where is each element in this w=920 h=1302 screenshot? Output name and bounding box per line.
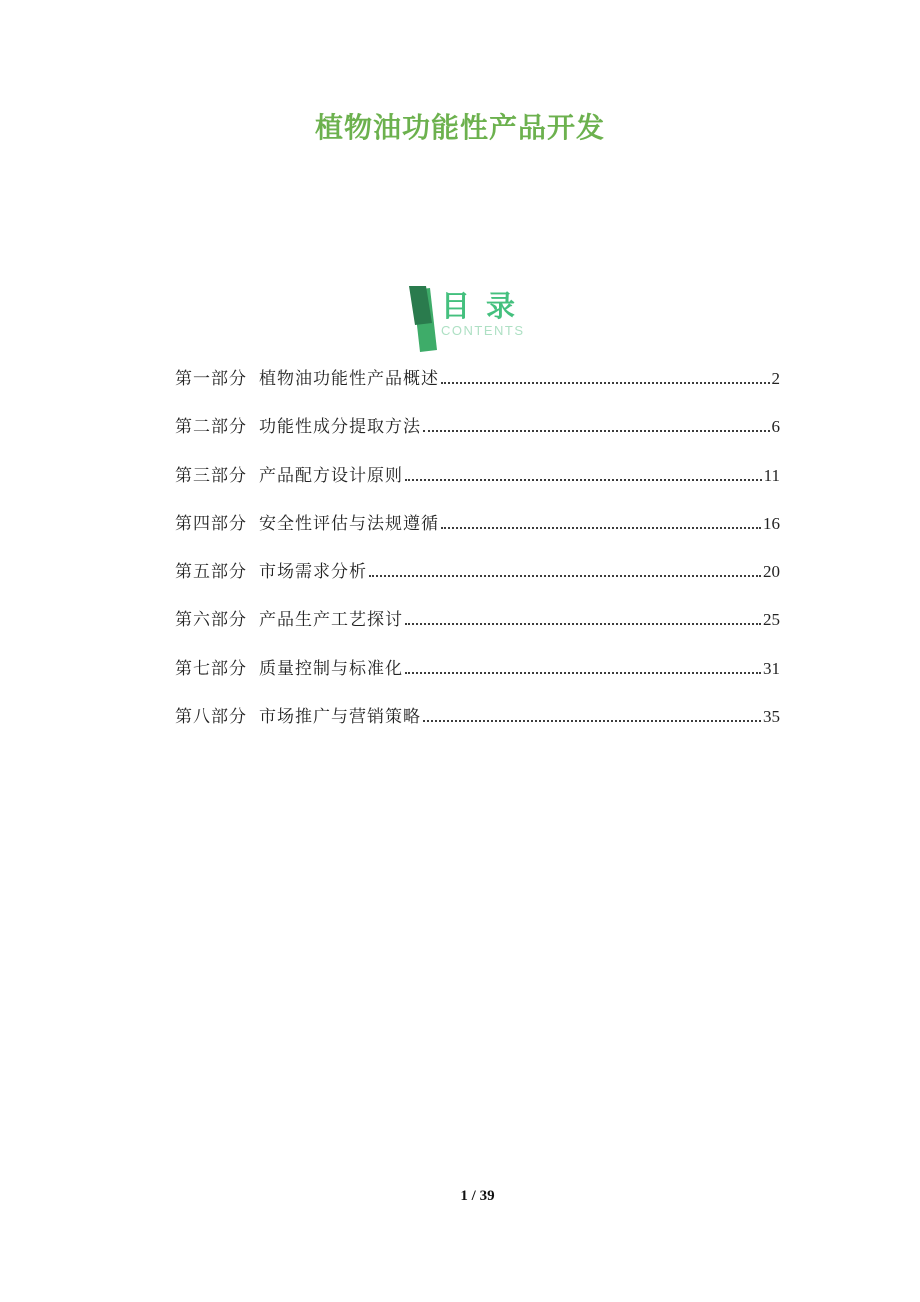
toc-entry-part: 第二部分	[175, 417, 247, 437]
toc-entry-page: 31	[763, 658, 780, 678]
toc-entry-page: 6	[771, 417, 780, 437]
toc-entry-page: 25	[763, 610, 780, 630]
toc-entry-page: 20	[763, 562, 780, 582]
toc-entry[interactable]	[175, 509, 780, 531]
toc-entry-part: 第六部分	[175, 610, 247, 630]
toc-entry-part: 第八部分	[175, 707, 247, 727]
page-number-indicator: 1 / 39	[460, 1188, 495, 1204]
toc-entry[interactable]	[175, 557, 780, 582]
toc-heading: 目 录	[441, 291, 520, 323]
toc-dots-leader	[441, 382, 770, 384]
toc-entry-part: 第三部分	[175, 465, 247, 485]
toc-entry-title: 安全性评估与法规遵循	[259, 513, 439, 533]
toc-slash-icon	[403, 286, 437, 352]
toc-entry[interactable]	[175, 364, 780, 386]
toc-entry-title: 质量控制与标准化	[259, 658, 403, 678]
toc-logo-text	[441, 292, 525, 338]
toc-entry-title: 产品配方设计原则	[259, 465, 403, 485]
toc-entry[interactable]	[175, 605, 780, 630]
toc-entry-page: 11	[763, 465, 780, 485]
toc-entry[interactable]	[175, 461, 780, 483]
toc-entry-title: 产品生产工艺探讨	[259, 610, 403, 630]
toc-dots-leader	[423, 720, 761, 722]
toc-dots-leader	[405, 672, 761, 674]
toc-dots-leader	[369, 575, 761, 577]
toc-entry-title: 植物油功能性产品概述	[259, 369, 439, 388]
toc-entry-part: 第七部分	[175, 658, 247, 678]
toc-dots-leader	[423, 430, 770, 432]
toc-entry[interactable]	[175, 654, 780, 676]
toc-entry-title: 市场推广与营销策略	[259, 707, 421, 727]
toc-entry-part: 第五部分	[175, 562, 247, 582]
toc-entry-part: 第一部分	[175, 369, 247, 388]
toc-entry-page: 2	[771, 369, 780, 388]
document-title: 植物油功能性产品开发	[314, 112, 605, 143]
toc-subheading: CONTENTS	[441, 323, 525, 339]
toc-entry[interactable]	[175, 412, 780, 437]
toc-dots-leader	[441, 527, 761, 529]
toc-entry-title: 市场需求分析	[259, 562, 367, 582]
toc-list	[175, 364, 780, 750]
toc-logo	[403, 286, 525, 352]
toc-dots-leader	[405, 623, 761, 625]
toc-entry-page: 16	[763, 513, 780, 533]
toc-entry[interactable]	[175, 702, 780, 727]
toc-entry-title: 功能性成分提取方法	[259, 417, 421, 437]
toc-dots-leader	[405, 479, 762, 481]
toc-entry-page: 35	[763, 707, 780, 727]
toc-entry-part: 第四部分	[175, 513, 247, 533]
